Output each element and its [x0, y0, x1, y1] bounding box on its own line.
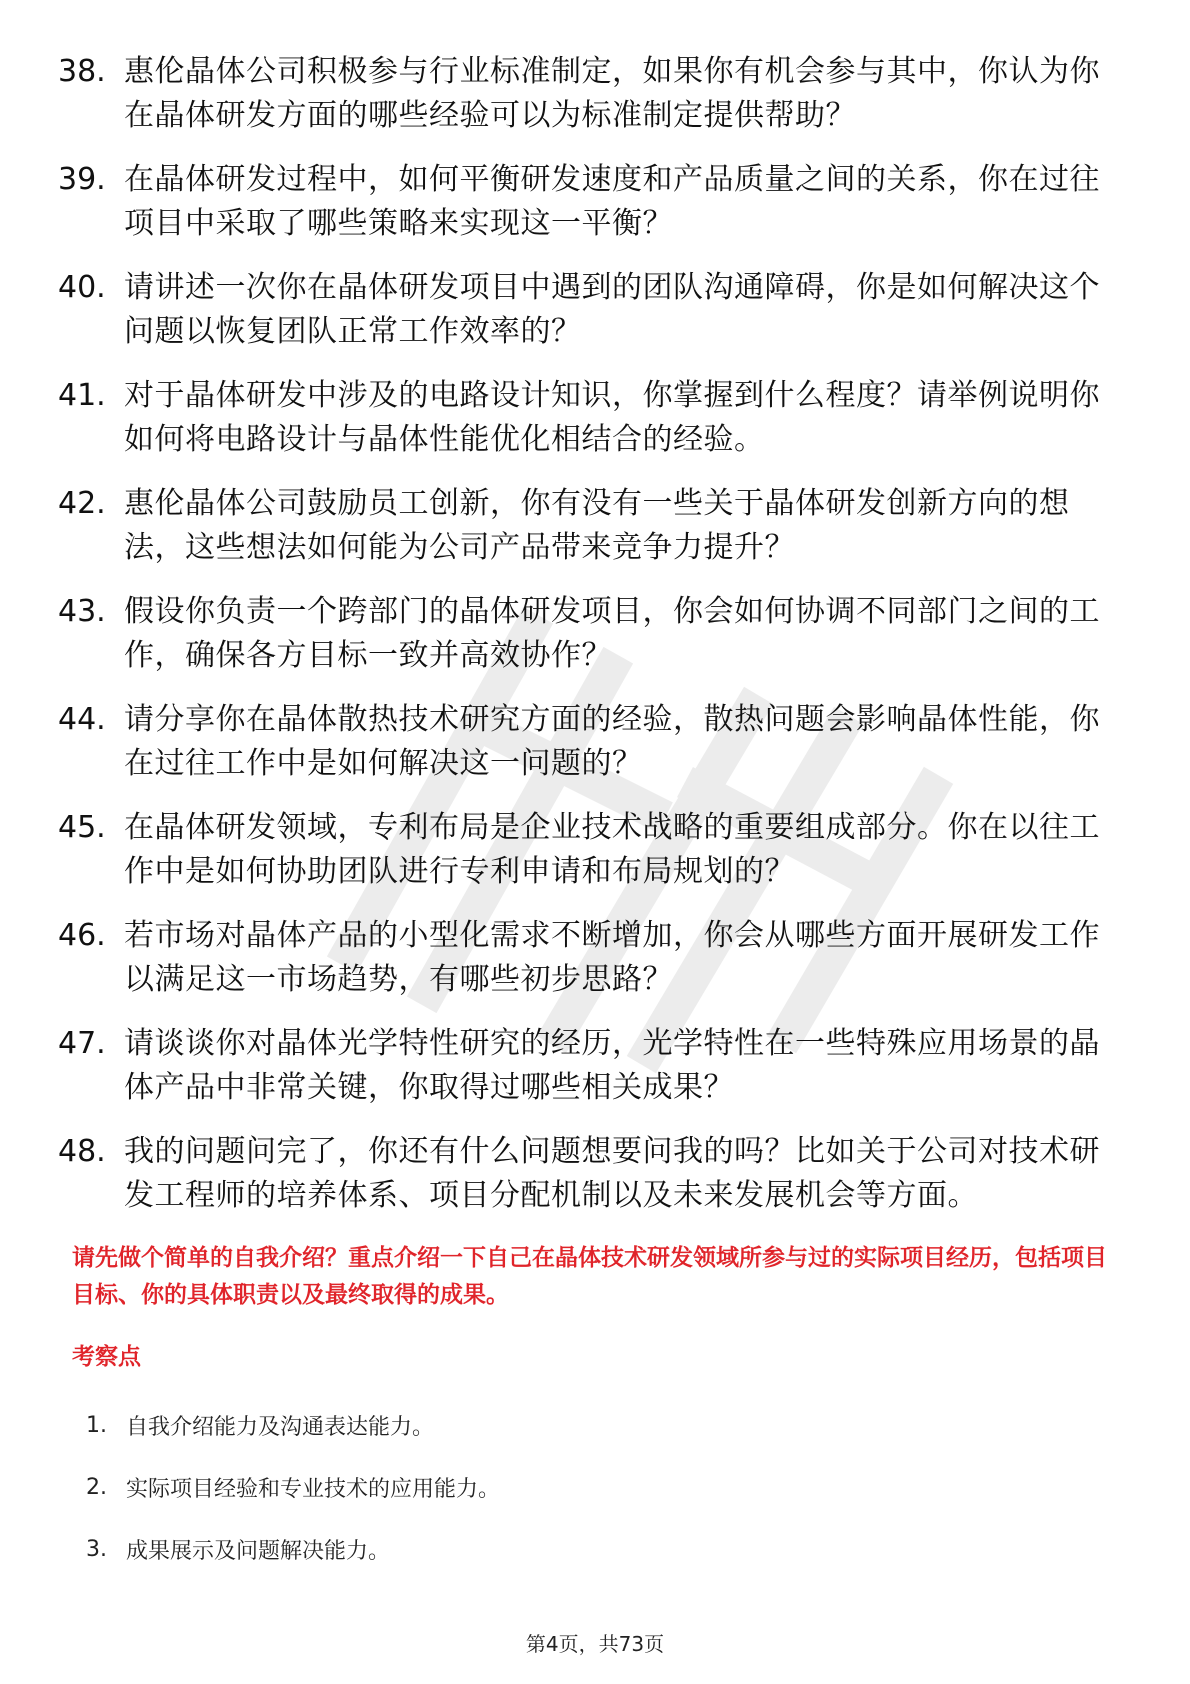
question-item	[58, 158, 1118, 246]
question-text: 在晶体研发过程中，如何平衡研发速度和产品质量之间的关系，你在过往项目中采取了哪些策略来实现这一平衡？	[124, 162, 1100, 241]
question-item	[58, 590, 1118, 678]
question-text: 我的问题问完了，你还有什么问题想要问我的吗？比如关于公司对技术研发工程师的培养体系、项目分配机制以及未来发展机会等方面。	[124, 1134, 1100, 1213]
question-number: 43.	[58, 594, 106, 629]
question-item	[58, 698, 1118, 786]
assessment-point-text: 成果展示及问题解决能力。	[126, 1538, 391, 1564]
question-number: 47.	[58, 1026, 106, 1061]
question-text: 请谈谈你对晶体光学特性研究的经历，光学特性在一些特殊应用场景的晶体产品中非常关键，你取得过哪些相关成果？	[124, 1026, 1100, 1105]
question-text: 在晶体研发领域，专利布局是企业技术战略的重要组成部分。你在以往工作中是如何协助团队进行专利申请和布局规划的？	[124, 810, 1100, 889]
question-text: 假设你负责一个跨部门的晶体研发项目，你会如何协调不同部门之间的工作，确保各方目标一致并高效协作？	[124, 594, 1100, 673]
question-number: 42.	[58, 486, 106, 521]
assessment-title: 考察点	[72, 1344, 141, 1370]
question-item	[58, 806, 1118, 894]
question-number: 39.	[58, 162, 106, 197]
question-text: 请分享你在晶体散热技术研究方面的经验，散热问题会影响晶体性能，你在过往工作中是如何解决这一问题的？	[124, 702, 1100, 781]
question-text: 对于晶体研发中涉及的电路设计知识，你掌握到什么程度？请举例说明你如何将电路设计与晶体性能优化相结合的经验。	[124, 378, 1100, 457]
question-number: 38.	[58, 54, 106, 89]
assessment-point	[86, 1532, 1086, 1566]
assessment-point	[86, 1408, 1086, 1442]
question-number: 40.	[58, 270, 106, 305]
assessment-point-number: 2.	[86, 1474, 107, 1500]
intro-question: 请先做个简单的自我介绍？重点介绍一下自己在晶体技术研发领域所参与过的实际项目经历，包括项目目标、你的具体职责以及最终取得的成果。	[72, 1245, 1107, 1308]
assessment-points-list	[86, 1408, 1086, 1594]
question-item	[58, 374, 1118, 462]
assessment-point-number: 3.	[86, 1536, 107, 1562]
question-text: 惠伦晶体公司鼓励员工创新，你有没有一些关于晶体研发创新方向的想法，这些想法如何能为公司产品带来竞争力提升？	[124, 486, 1070, 565]
question-item	[58, 482, 1118, 570]
question-item	[58, 1022, 1118, 1110]
assessment-point-text: 实际项目经验和专业技术的应用能力。	[126, 1476, 501, 1502]
question-number: 46.	[58, 918, 106, 953]
question-item	[58, 50, 1118, 138]
question-text: 请讲述一次你在晶体研发项目中遇到的团队沟通障碍，你是如何解决这个问题以恢复团队正常工作效率的？	[124, 270, 1100, 349]
question-number: 44.	[58, 702, 106, 737]
question-number: 45.	[58, 810, 106, 845]
assessment-point	[86, 1470, 1086, 1504]
question-number: 48.	[58, 1134, 106, 1169]
question-item	[58, 266, 1118, 354]
question-number: 41.	[58, 378, 106, 413]
assessment-point-number: 1.	[86, 1412, 107, 1438]
assessment-point-text: 自我介绍能力及沟通表达能力。	[126, 1414, 435, 1440]
question-item	[58, 1130, 1118, 1218]
question-text: 若市场对晶体产品的小型化需求不断增加，你会从哪些方面开展研发工作以满足这一市场趋势，有哪些初步思路？	[124, 918, 1100, 997]
question-text: 惠伦晶体公司积极参与行业标准制定，如果你有机会参与其中，你认为你在晶体研发方面的哪些经验可以为标准制定提供帮助？	[124, 54, 1100, 133]
question-list	[58, 50, 1118, 1238]
page-footer: 第4页，共73页	[525, 1632, 665, 1656]
question-item	[58, 914, 1118, 1002]
